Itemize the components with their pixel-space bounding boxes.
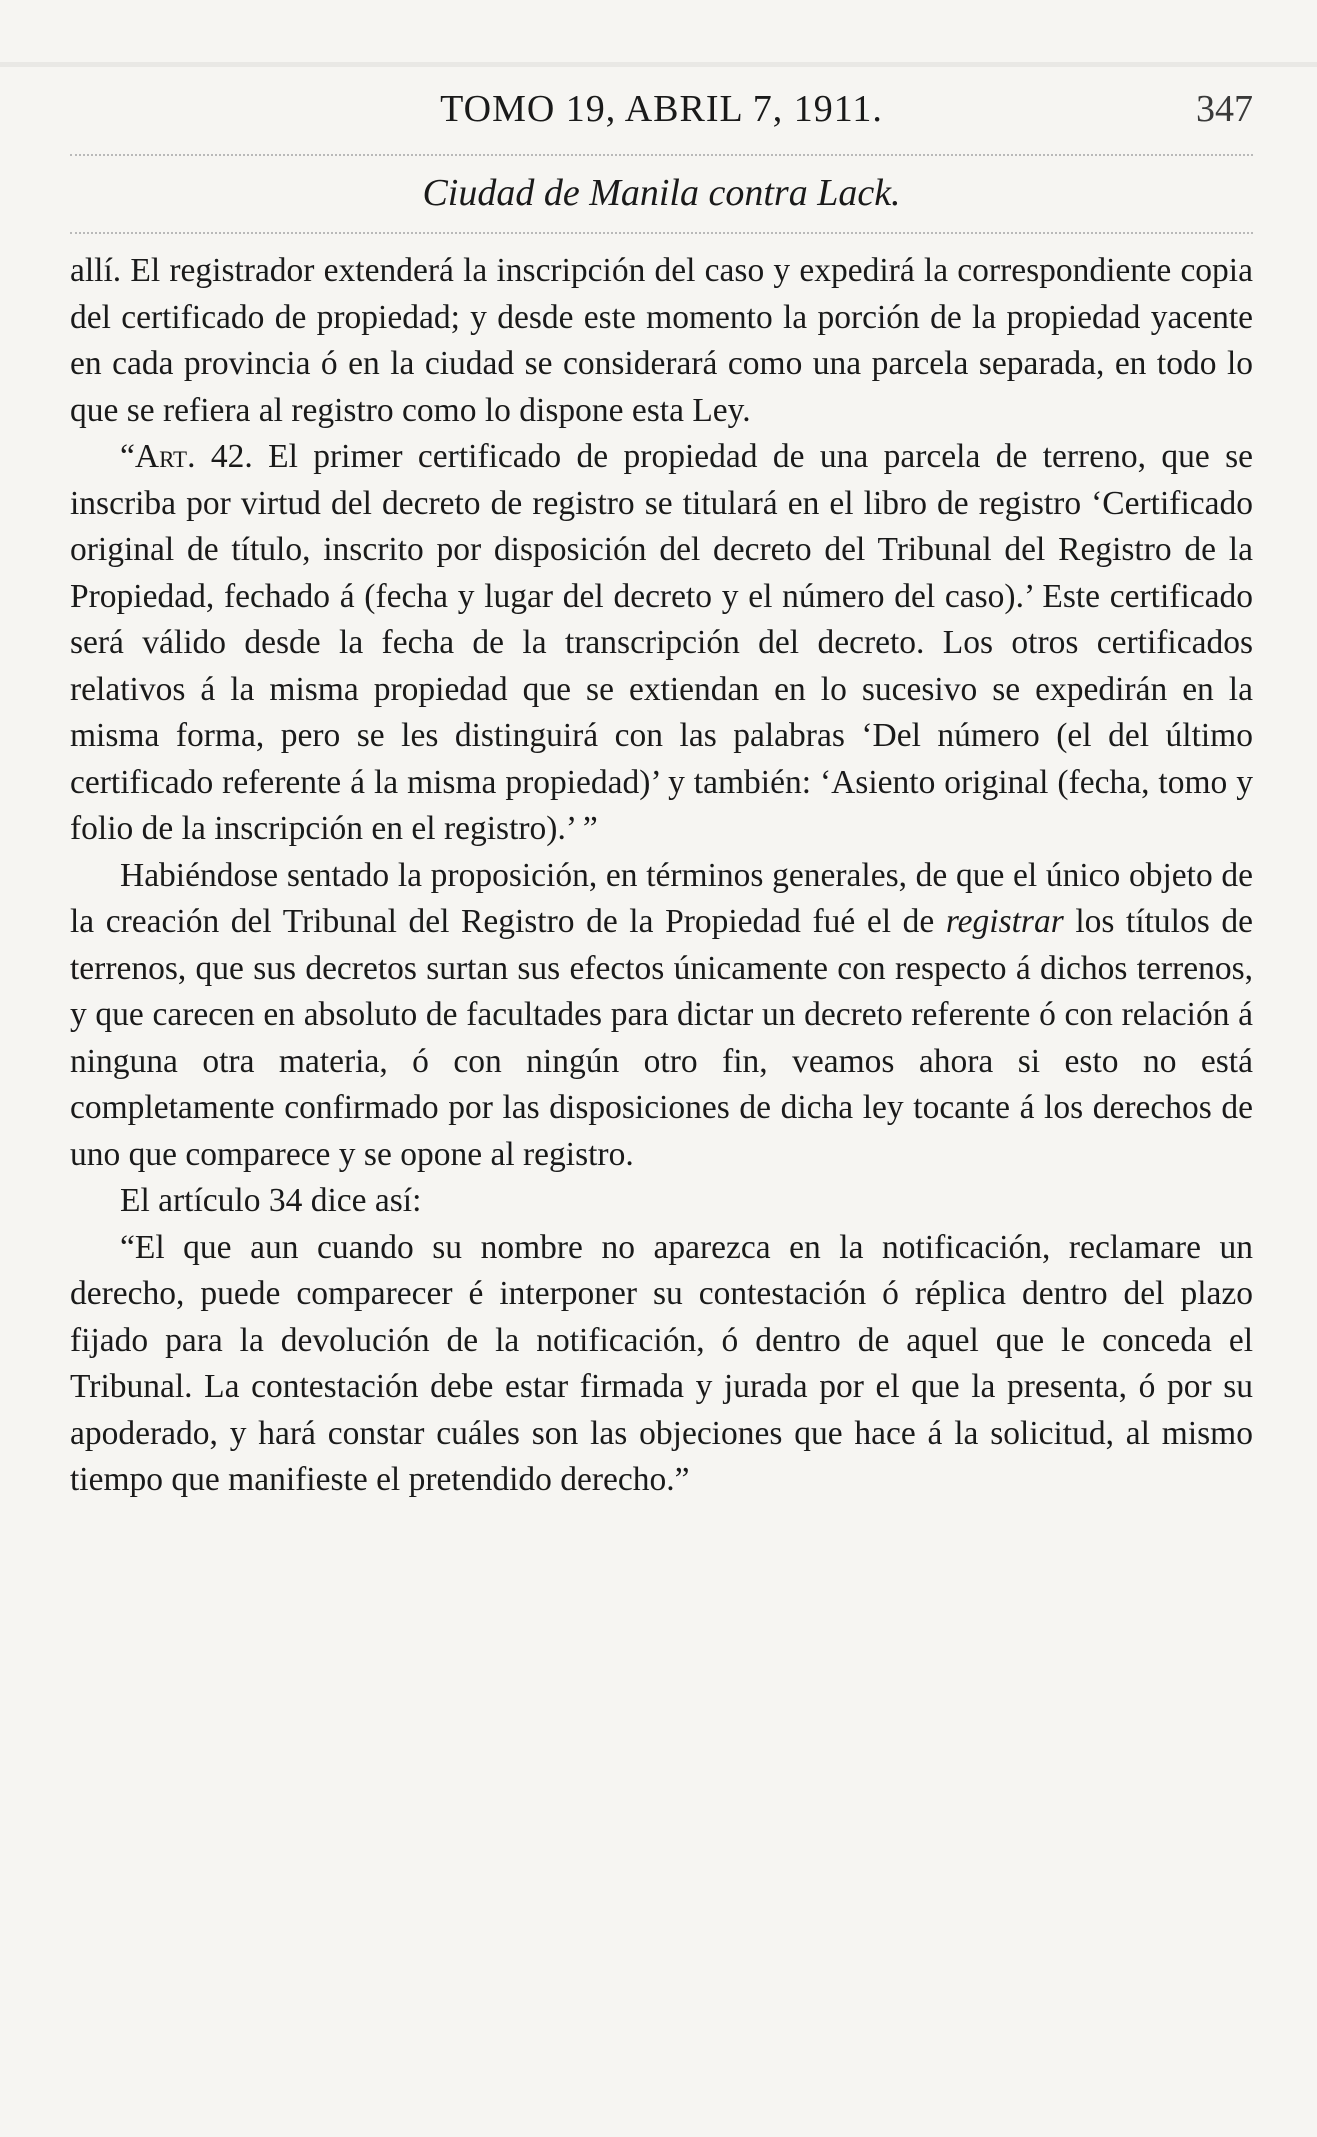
running-title: TOMO 19, ABRIL 7, 1911.: [440, 88, 883, 130]
proposition-text-start: Habiéndose sentado la proposición, en términos generales, de que el único objeto de la creación del Tribunal del Registro de la Propiedad fué el de: [70, 856, 1253, 940]
paragraph-article-42: [70, 434, 1253, 853]
paragraph-continuation: allí. El registrador extenderá la inscripción del caso y expedirá la correspondiente copia del certificado de propiedad; y desde este momento la porción de la propiedad yacente en cada provincia ó en la ciudad se considerará como una parcela separada, en todo lo que se refiera al registro como lo dispone esta Ley.: [70, 252, 1253, 429]
case-title: Ciudad de Manila contra Lack.: [422, 172, 901, 214]
case-title-rule: [70, 232, 1253, 235]
paragraph-article-34-intro: El artículo 34 dice así:: [120, 1182, 422, 1219]
article-42-text: 42. El primer certificado de propiedad de una parcela de terreno, que se inscriba por virtud del decreto de registro se titulará en el libro de registro ‘Certificado original de título, inscrito por disposición del decreto del Tribunal del Registro de la Propiedad, fechado á (fecha y lugar del decreto y el número del caso).’ Este certificado será válido desde la fecha de la transcripción del decreto. Los otros certificados relativos á la misma propiedad que se extiendan en lo sucesivo se expedirán en la misma forma, pero se les distinguirá con las palabras ‘Del número (el del último certificado referente á la misma propiedad)’ y también: ‘Asiento original (fecha, tomo y folio de la inscripción en el registro).’ ”: [70, 438, 1253, 847]
scan-edge-line: [0, 62, 1317, 67]
article-label: Art.: [134, 438, 196, 475]
page-header: [70, 78, 1253, 148]
proposition-text-end: los títulos de terrenos, que sus decretos surtan sus efectos únicamente con respecto á dichos terrenos, y que carecen en absoluto de facultades para dictar un decreto referente ó con relación á ninguna otra materia, ó con ningún otro fin, veamos ahora si esto no está completamente confirmado por las disposiciones de dicha ley tocante á los derechos de uno que comparece y se opone al registro.: [70, 903, 1253, 1173]
paragraph-proposition: [70, 853, 1253, 1179]
paragraph-article-34-quote: “El que aun cuando su nombre no aparezca en la notificación, reclamare un derecho, puede comparecer é interponer su contestación ó réplica dentro del plazo fijado para la devolución de la notificación, ó dentro de aquel que le conceda el Tribunal. La contestación debe estar firmada y jurada por el que la presenta, ó por su apoderado, y hará constar cuáles son las objeciones que hace á la solicitud, al mismo tiempo que manifieste el pretendido derecho.”: [70, 1228, 1253, 1498]
header-rule: [70, 154, 1253, 157]
page-number: 347: [1196, 88, 1253, 130]
emphasis-registrar: registrar: [945, 903, 1064, 940]
opening-quote: “: [120, 438, 135, 475]
body-text: [70, 248, 1253, 1504]
